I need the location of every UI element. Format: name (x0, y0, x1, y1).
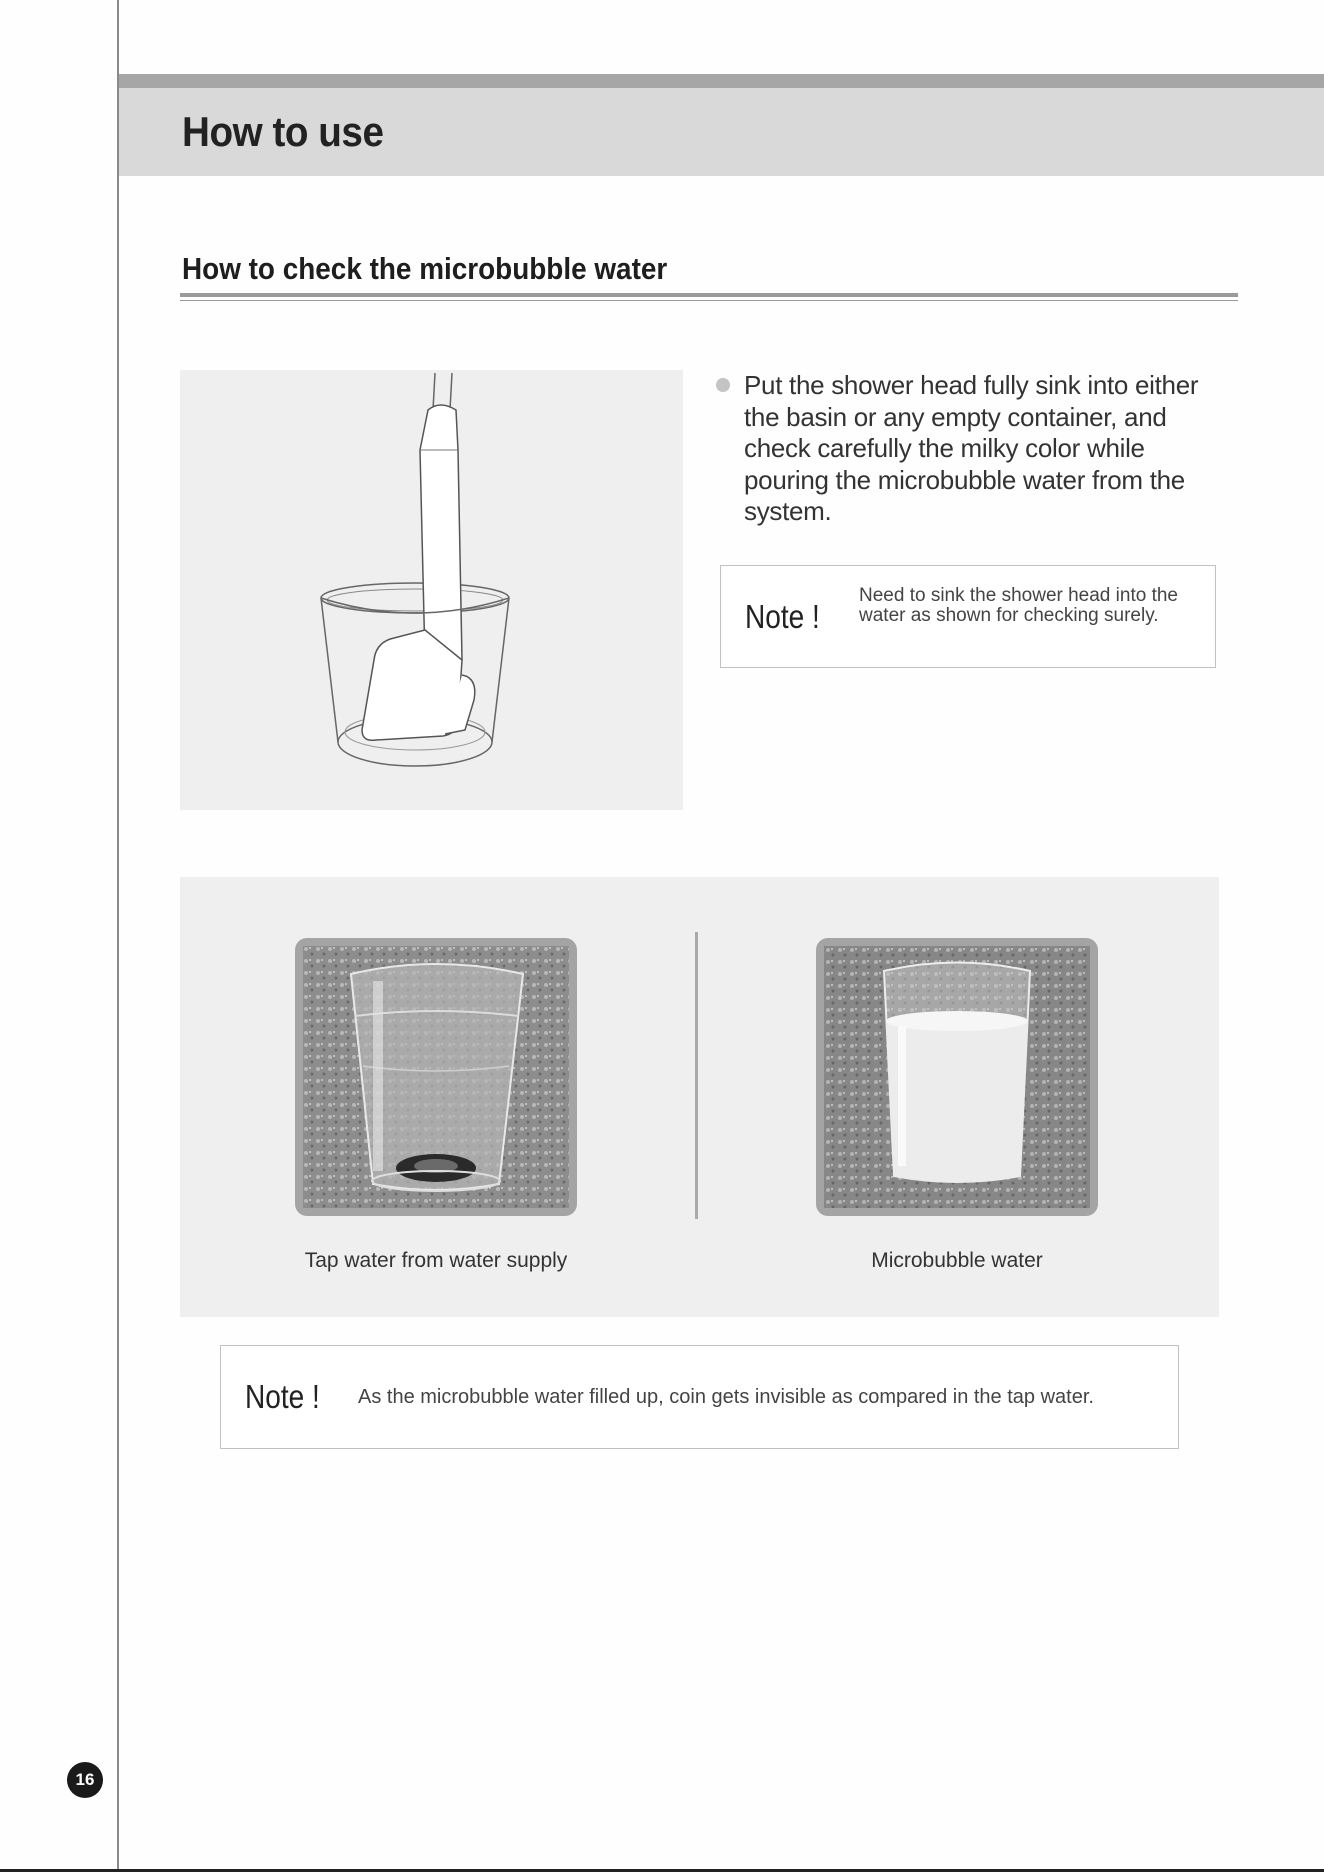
section-underline-thick (180, 293, 1238, 297)
page-number-badge: 16 (67, 1762, 103, 1798)
bullet-dot-icon (716, 378, 730, 392)
microbubble-water-glass-photo (824, 946, 1090, 1208)
page-title: How to use (182, 108, 384, 155)
comparison-panel (180, 877, 1219, 1317)
note-box-coin (220, 1345, 1179, 1449)
note-label: Note ! (745, 598, 820, 635)
illustration-panel (180, 370, 683, 810)
tap-water-glass-photo (303, 946, 569, 1208)
left-margin-rule (117, 0, 119, 1872)
section-underline-thin (180, 300, 1238, 301)
microbubble-water-photo-frame (816, 938, 1098, 1216)
tap-water-photo-frame (295, 938, 577, 1216)
note-label: Note ! (245, 1378, 320, 1415)
note-text: As the microbubble water filled up, coin gets invisible as compared in the tap water. (358, 1386, 1094, 1408)
microbubble-water-caption: Microbubble water (871, 1249, 1043, 1272)
section-title: How to check the microbubble water (182, 251, 668, 286)
shower-head-in-cup-illustration (180, 370, 683, 810)
comparison-divider (695, 932, 698, 1219)
note-text: Need to sink the shower head into the water as shown for checking surely. (859, 585, 1178, 626)
instruction-text: Put the shower head fully sink into either the basin or any empty container, and check carefully the milky color while pouring the microbubble water from the system. (744, 370, 1199, 526)
tap-water-caption: Tap water from water supply (304, 1249, 568, 1272)
note-box-shower-head (720, 565, 1216, 668)
instruction-bullet (716, 370, 1236, 528)
header-band-accent (119, 74, 1324, 88)
